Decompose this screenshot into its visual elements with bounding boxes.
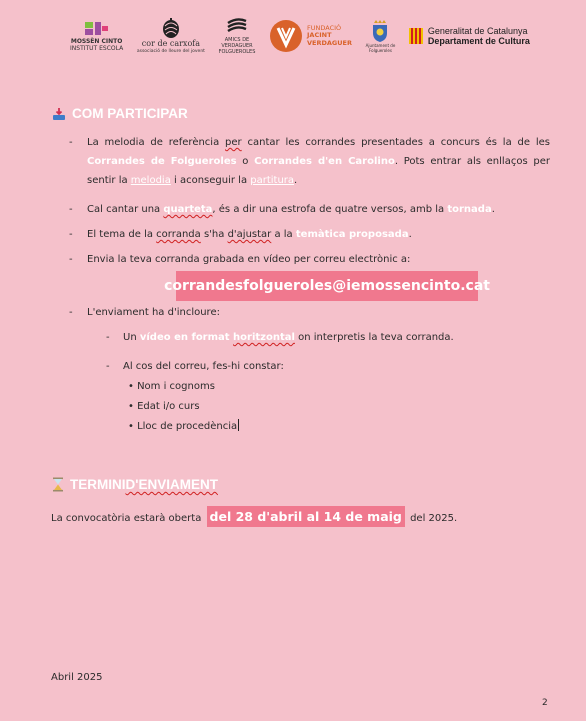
inbox-tray-icon xyxy=(52,107,66,121)
generalitat-logo xyxy=(409,26,530,46)
cor-de-carxofa-logo xyxy=(137,17,205,55)
fundacio-line3: VERDAGUER xyxy=(307,38,352,47)
ajuntament-line2: Folgueroles xyxy=(368,48,392,53)
termini-paragraph: La convocatòria estarà oberta del 28 d'abril al 14 de maig del 2025. xyxy=(51,507,457,528)
date-range-highlight: del 28 d'abril al 14 de maig xyxy=(207,506,405,527)
termini-heading xyxy=(52,477,218,492)
cos-correu-paragraph: Al cos del correu, fes-hi constar: xyxy=(123,361,284,372)
artichoke-icon xyxy=(160,17,182,39)
list-dash: - xyxy=(69,254,73,265)
melodia-link[interactable]: melodia xyxy=(130,175,171,186)
fundacio-v-emblem-icon xyxy=(269,19,303,53)
partitura-link[interactable]: partitura xyxy=(250,175,295,186)
fundacio-jacint-verdaguer-logo xyxy=(269,19,352,53)
cor-de-carxofa-subtitle: associació de lleure del jovent xyxy=(136,49,205,54)
footer-date: Abril 2025 xyxy=(51,672,103,683)
coat-of-arms-icon xyxy=(370,19,390,43)
logo-bar xyxy=(70,12,530,60)
list-dash: - xyxy=(69,137,73,148)
ajuntament-line1: Ajuntament de xyxy=(365,43,396,48)
amics-line2: VERDAGUER xyxy=(221,43,253,49)
senyera-icon xyxy=(409,28,423,44)
text-cursor xyxy=(238,419,239,431)
amics-line3: FOLGUEROLES xyxy=(218,49,256,55)
envia-paragraph: Envia la teva corranda grabada en vídeo per correu electrònic a: xyxy=(87,254,411,265)
generalitat-line1: Generalitat de Catalunya xyxy=(427,26,528,36)
amics-de-verdaguer-logo xyxy=(219,17,256,55)
sublist-dash: - xyxy=(106,332,110,343)
list-dash: - xyxy=(69,229,73,240)
horitzontal-highlight: horitzontal xyxy=(233,332,295,343)
bullet-item: • Lloc de procedència xyxy=(128,421,238,432)
email-address-badge[interactable]: corrandesfolgueroles@iemossencinto.cat xyxy=(176,271,478,301)
tema-paragraph: El tema de la corranda s'ha d'ajustar a la temàtica proposada. xyxy=(87,229,412,240)
amics-line1: AMICS DE xyxy=(224,37,250,43)
bullet-item: • Nom i cognoms xyxy=(128,381,215,392)
tornada-link[interactable]: tornada xyxy=(447,204,492,215)
page-number: 2 xyxy=(542,698,548,708)
fundacio-line2: JACINT xyxy=(307,31,332,40)
participar-heading xyxy=(52,106,188,121)
tematica-proposada-link[interactable]: temàtica proposada xyxy=(295,229,409,240)
bullet-item: • Edat i/o curs xyxy=(128,401,200,412)
enviament-paragraph: L'enviament ha d'incloure: xyxy=(87,307,220,318)
corrandes-folgueroles-link[interactable]: Corrandes de Folgueroles xyxy=(87,156,237,167)
corrandes-carolino-link[interactable]: Corrandes d'en Carolino xyxy=(254,156,395,167)
ajuntament-folgueroles-logo xyxy=(366,19,396,53)
termini-title-part1: TERMINI xyxy=(70,477,126,492)
mossen-cinto-name: MOSSÈN CINTO xyxy=(70,38,123,45)
termini-title-part2: D'ENVIAMENT xyxy=(125,477,218,492)
list-dash: - xyxy=(69,307,73,318)
fundacio-line1: FUNDACIÓ xyxy=(307,23,342,32)
melodia-paragraph: La melodia de referència per cantar les corrandes presentades a concurs és la de les Corrandes de Folgueroles o Corrandes d'en Carolino. Pots entrar als enllaços per sentir la melodia i aconseguir la partitura. xyxy=(87,137,551,186)
mossen-cinto-logo xyxy=(70,20,123,52)
quarteta-highlight: quarteta xyxy=(163,204,213,215)
participar-title: COM PARTICIPAR xyxy=(72,106,188,121)
sublist-dash: - xyxy=(106,361,110,372)
video-format-paragraph: Un vídeo en format horitzontal on interpretis la teva corranda. xyxy=(123,332,454,343)
hourglass-icon xyxy=(52,477,64,492)
stroke-emblem-icon xyxy=(225,17,249,37)
list-dash: - xyxy=(69,204,73,215)
mossen-cinto-emblem-icon xyxy=(83,20,111,38)
quarteta-paragraph: Cal cantar una quarteta, és a dir una estrofa de quatre versos, amb la tornada. xyxy=(87,204,495,215)
generalitat-line2: Departament de Cultura xyxy=(427,36,530,46)
video-format-highlight: vídeo en format xyxy=(139,332,234,343)
cor-de-carxofa-name: cor de carxofa xyxy=(141,39,200,48)
mossen-cinto-subtitle: INSTITUT ESCOLA xyxy=(70,45,124,52)
